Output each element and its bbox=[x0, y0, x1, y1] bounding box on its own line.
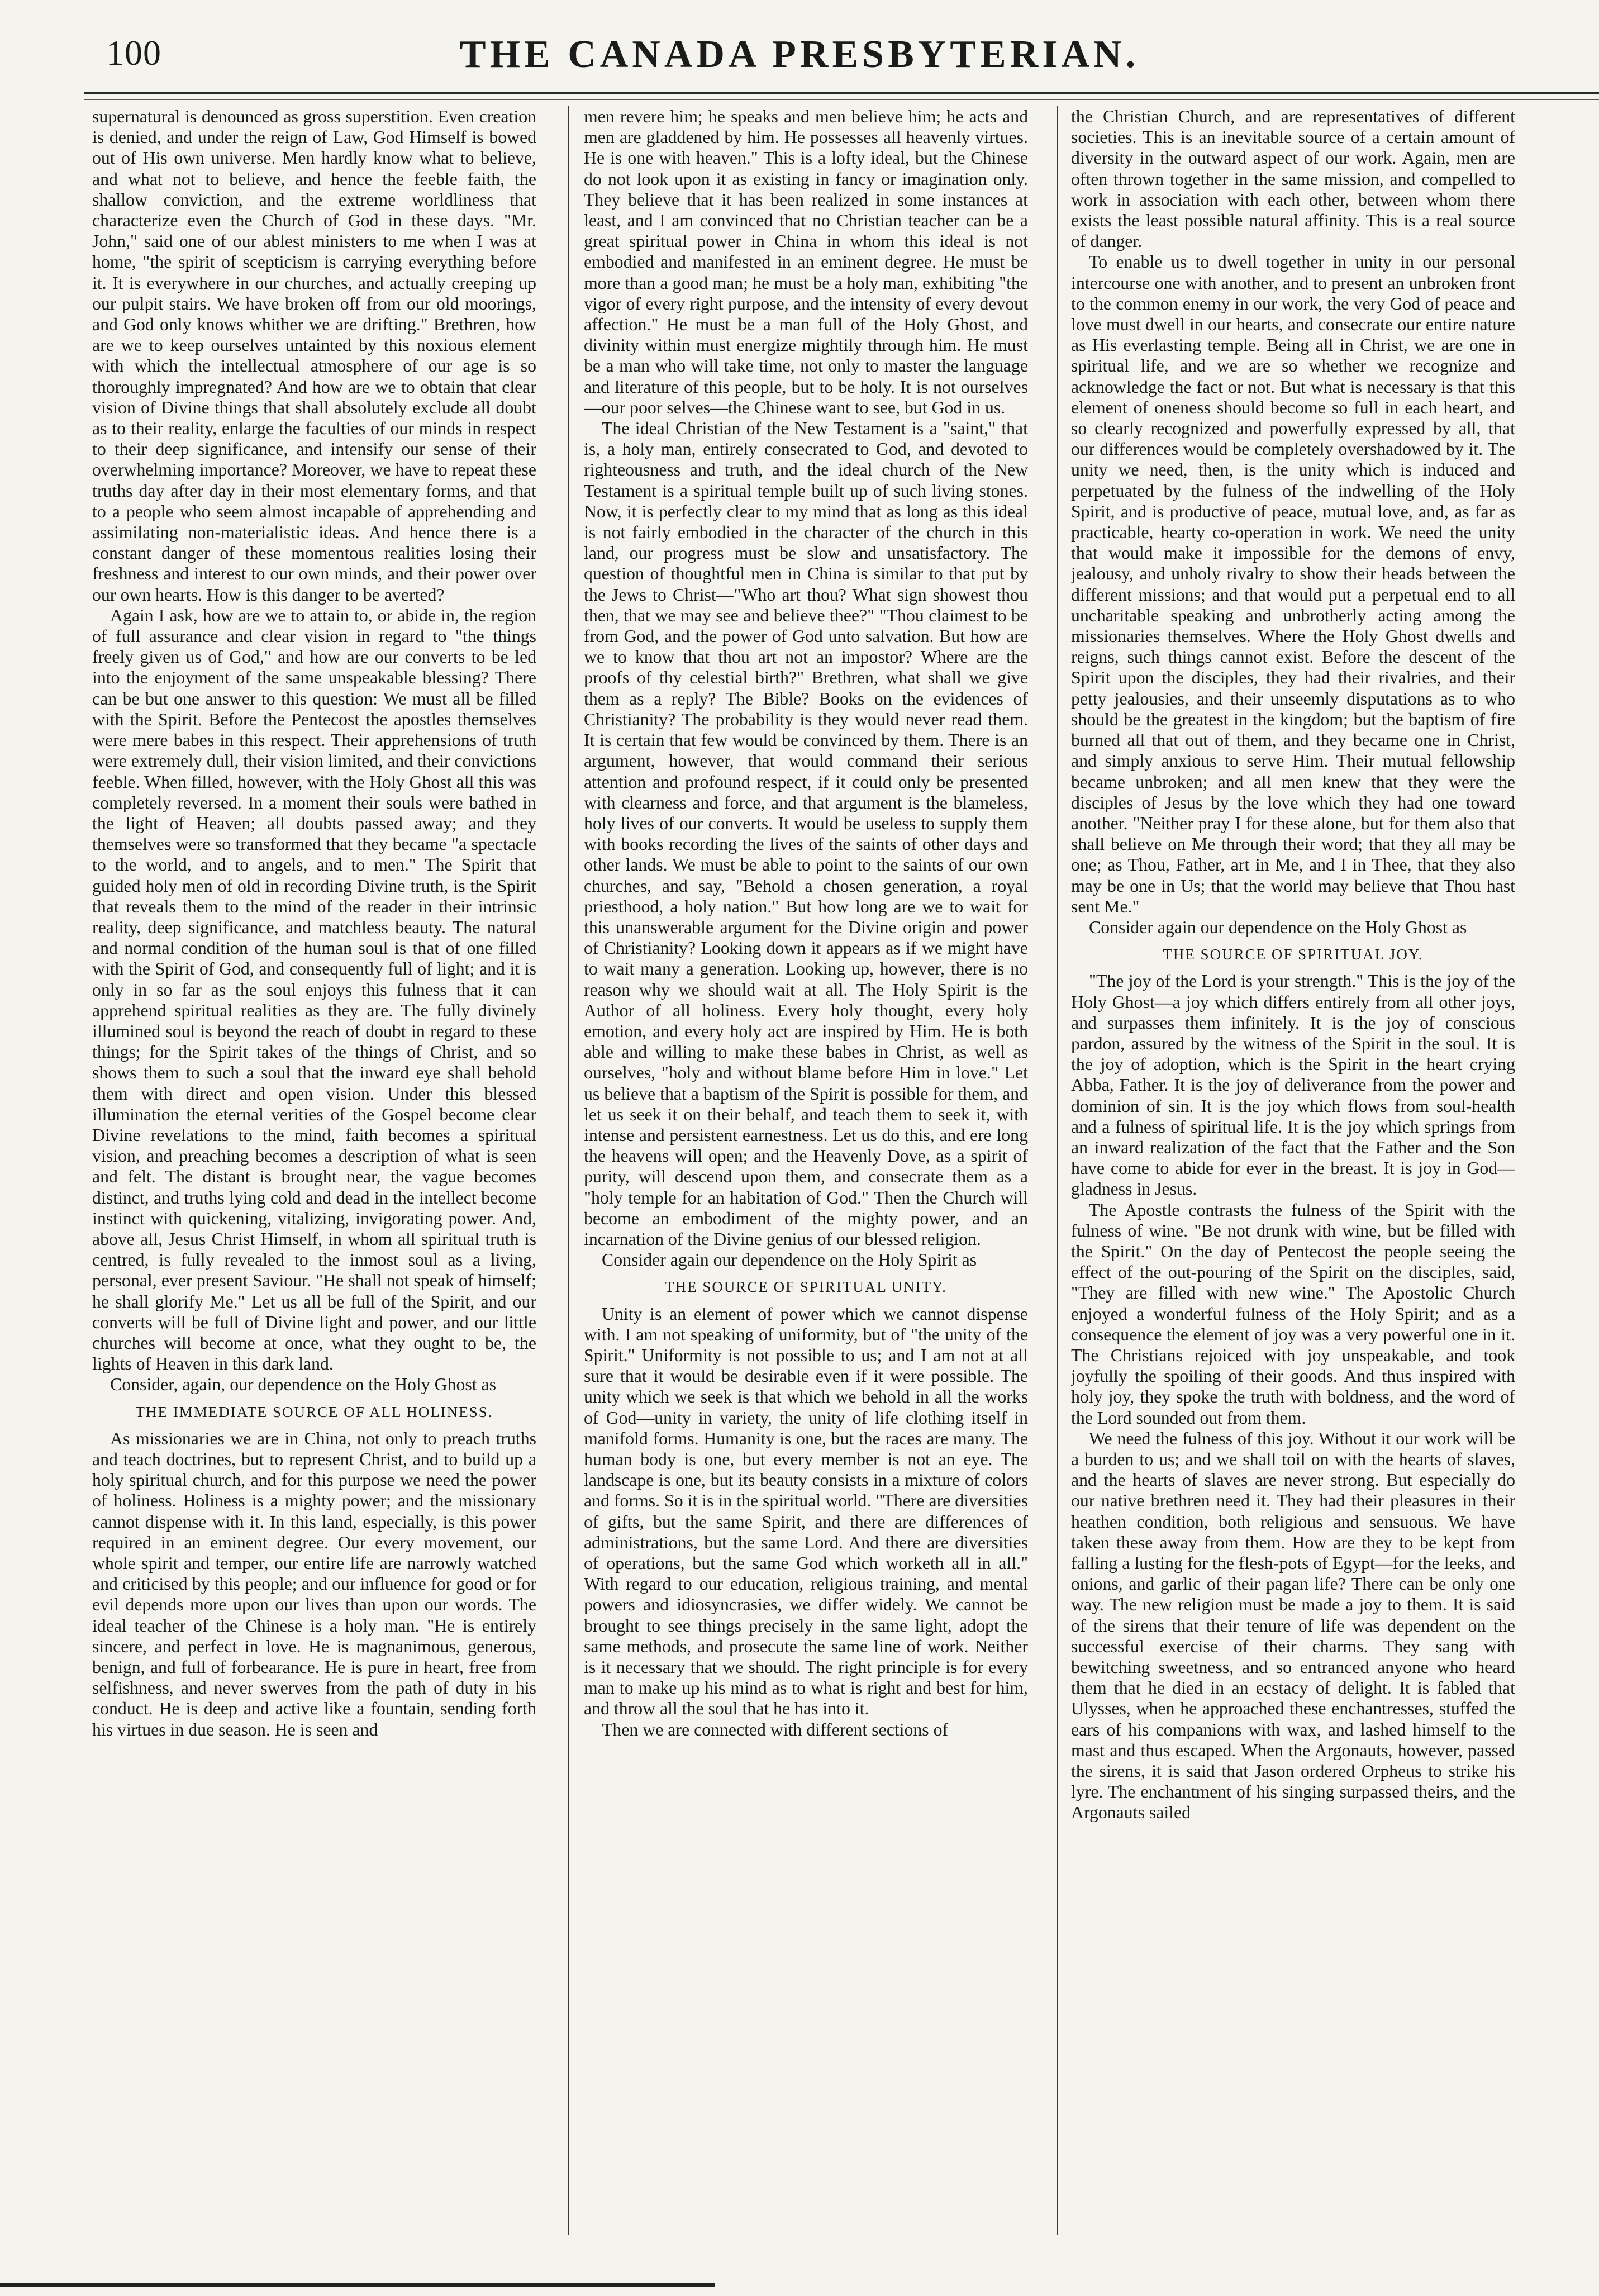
paragraph: To enable us to dwell together in unity in our personal intercourse one with another, and to present an unbroken front to the common enemy in our work, the very God of peace and love must dwell in our hearts, and consecrate our entire nature as His everlasting temple. Being all in Christ, we are one in spiritual life, and we are so whether we recognize and acknowledge the fact or not. But what is necessary is that this element of oneness should become so full in each heart, and so clearly recognized and powerfully expressed by all, that our differences would be completely overshadowed by it. The unity we need, then, is the unity which is induced and perpetuated by the fulness of the indwelling of the Holy Spirit, and is productive of peace, mutual love, and, as far as practicable, hearty co-operation in work. We need the unity that would make it impossible for the demons of envy, jealousy, and unholy rivalry to show their heads between the different missions; and that would put a perpetual end to all uncharitable speaking and unbrotherly acting among the missionaries themselves. Where the Holy Ghost dwells and reigns, such things cannot exist. Before the descent of the Spirit upon the disciples, they had their rivalries, and their petty jealousies, and their unseemly disputations as to who should be the greatest in the kingdom; but the baptism of fire burned all that out of them, and they became one in Christ, and simply anxious to serve Him. Their mutual fellowship became unbroken; and all men knew that they were the disciples of Jesus by the love which they had one toward another. "Neither pray I for these alone, but for them also that shall believe on Me through their word; that they all may be one; as Thou, Father, art in Me, and I in Thee, that they also may be one in Us; that the world may believe that Thou hast sent Me." bbox=[1071, 252, 1515, 916]
section-lead: Consider, again, our dependence on the Holy Ghost as bbox=[110, 1375, 497, 1395]
column-1 bbox=[92, 106, 536, 2235]
header-rule-thin bbox=[84, 99, 1599, 100]
page-title: THE CANADA PRESBYTERIAN. bbox=[459, 33, 1140, 76]
footer-rule bbox=[0, 2283, 715, 2287]
paragraph: "The joy of the Lord is your strength." This is the joy of the Holy Ghost—a joy which differs entirely from all other joys, and surpasses them infinitely. It is the joy of conscious pardon, assured by the witness of the Spirit in the soul. It is the joy of adoption, which is the Spirit in the heart crying Abba, Father. It is the joy of deliverance from the power and dominion of sin. It is the joy which flows from soul-health and a fulness of spiritual life. It is the joy which springs from an inward realization of the fact that the Father and the Son have come to abide for ever in the breast. It is joy in God—gladness in Jesus. bbox=[1071, 971, 1515, 1199]
page-number: 100 bbox=[106, 33, 161, 73]
section-heading: THE IMMEDIATE SOURCE OF ALL HOLINESS. bbox=[135, 1403, 493, 1420]
section-heading: THE SOURCE OF SPIRITUAL JOY. bbox=[1163, 946, 1424, 963]
section-heading: THE SOURCE OF SPIRITUAL UNITY. bbox=[665, 1278, 947, 1296]
section-lead: Consider again our dependence on the Holy Ghost as bbox=[1089, 917, 1467, 937]
column-3 bbox=[1071, 106, 1515, 2235]
section-lead: Consider again our dependence on the Holy Spirit as bbox=[602, 1250, 977, 1270]
column-2 bbox=[584, 106, 1028, 2235]
paragraph: We need the fulness of this joy. Without it our work will be a burden to us; and we shall toil on with the hearts of slaves, and the hearts of slaves are never strong. But especially do our native brethren need it. They had their pleasures in their heathen condition, both religious and sensuous. We have taken these away from them. How are they to be kept from falling a lusting for the flesh-pots of Egypt—for the leeks, and onions, and garlic of their pagan life? There can be only one way. The new religion must be made a joy to them. It is said of the sirens that their tenure of life was dependent on the successful exercise of their charms. They sang with bewitching sweetness, and so entranced anyone who heard them that he died in an ecstacy of delight. It is fabled that Ulysses, when he approached these enchantresses, stuffed the ears of his companions with wax, and lashed himself to the mast and thus escaped. When the Argonauts, however, passed the sirens, it is said that Jason ordered Orpheus to strike his lyre. The enchantment of his singing surpassed theirs, and the Argonauts sailed bbox=[1071, 1428, 1515, 1823]
paragraph: the Christian Church, and are representatives of different societies. This is an inevitable source of a certain amount of diversity in the outward aspect of our work. Again, men are often thrown together in the same mission, and compelled to work in association with each other, between whom there exists the least possible natural affinity. This is a real source of danger. bbox=[1071, 107, 1515, 251]
column-divider bbox=[1057, 106, 1058, 2235]
paragraph: Unity is an element of power which we cannot dispense with. I am not speaking of uniformity, but of "the unity of the Spirit." Uniformity is not possible to us; and I am not at all sure that it would be desirable even if it were possible. The unity which we seek is that which we behold in all the works of God—unity in variety, the unity of life clothing itself in manifold forms. Humanity is one, but the races are many. The human body is one, but every member is not an eye. The landscape is one, but its beauty consists in a mixture of colors and forms. So it is in the spiritual world. "There are diversities of gifts, but the same Spirit, and there are differences of administrations, but the same Lord. And there are diversities of operations, but the same God which worketh all in all." With regard to our education, religious training, and mental powers and idiosyncrasies, we differ widely. We cannot be brought to see things precisely in the same light, adopt the same methods, and prosecute the same line of work. Neither is it necessary that we should. The right principle is for every man to make up his mind as to what is right and best for him, and throw all the soul that he has into it. bbox=[584, 1304, 1028, 1719]
paragraph: Then we are connected with different sections of bbox=[602, 1719, 949, 1739]
paragraph: Again I ask, how are we to attain to, or abide in, the region of full assurance and clear vision in regard to "the things freely given us of God," and how are our converts to be led into the enjoyment of the same unspeakable blessing? There can be but one answer to this question: We must all be filled with the Spirit. Before the Pentecost the apostles themselves were mere babes in this respect. Their apprehensions of truth were extremely dull, their vision limited, and their convictions feeble. When filled, however, with the Holy Ghost all this was completely reversed. In a moment their souls were bathed in the light of Heaven; all doubts passed away; and they themselves were so transformed that they became "a spectacle to the world, and to angels, and to men." The Spirit that guided holy men of old in recording Divine truth, is the Spirit that reveals them to the mind of the reader in their intrinsic reality, deep significance, and matchless beauty. The natural and normal condition of the human soul is that of one filled with the Spirit of God, and consequently full of light; and it is only in so far as the soul enjoys this fulness that it can apprehend spiritual realities as they are. The fully divinely illumined soul is beyond the reach of doubt in regard to these things; for the Spirit takes of the things of Christ, and so shows them to such a soul that the inward eye shall behold them with direct and open vision. Under this blessed illumination the eternal verities of the Gospel become clear Divine revelations to the mind, faith becomes a spiritual vision, and preaching becomes a description of what is seen and felt. The distant is brought near, the vague becomes distinct, and truths lying cold and dead in the intellect become instinct with quickening, vitalizing, invigorating power. And, above all, Jesus Christ Himself, in whom all spiritual truth is centred, is fully revealed to the inmost soul as a living, personal, ever present Saviour. "He shall not speak of himself; he shall glorify Me." Let us all be full of the Spirit, and our converts will be full of Divine light and power, and our little churches will become at once, what they ought to be, the lights of Heaven in this dark land. bbox=[92, 605, 536, 1374]
paragraph: As missionaries we are in China, not only to preach truths and teach doctrines, but to represent Christ, and to build up a holy spiritual church, and for this purpose we need the power of holiness. Holiness is a mighty power; and the missionary cannot dispense with it. In this land, especially, is this power required in an eminent degree. Our every movement, our whole spirit and temper, our entire life are narrowly watched and criticised by this people; and our influence for good or for evil depends more upon our lives than upon our words. The ideal teacher of the Chinese is a holy man. "He is entirely sincere, and perfect in love. He is magnanimous, generous, benign, and full of forbearance. He is pure in heart, free from selfishness, and never swerves from the path of duty in his conduct. He is deep and active like a fountain, sending forth his virtues in due season. He is seen and bbox=[92, 1428, 536, 1739]
header-rule bbox=[84, 92, 1599, 94]
paragraph: supernatural is denounced as gross superstition. Even creation is denied, and under the reign of Law, God Himself is bowed out of His own universe. Men hardly know what to believe, and what not to believe, and hence the feeble faith, the shallow conviction, and the extreme worldliness that characterize even the Church of God in these days. "Mr. John," said one of our ablest ministers to me when I was at home, "the spirit of scepticism is carrying everything before it. It is everywhere in our churches, and actually creeping up our pulpit stairs. We have broken off from our old moorings, and God only knows whither we are drifting." Brethren, how are we to keep ourselves untainted by this noxious element with which the intellectual atmosphere of our age is so thoroughly impregnated? And how are we to obtain that clear vision of Divine things that shall absolutely exclude all doubt as to their reality, enlarge the faculties of our minds in respect to their deep significance, and intensify our sense of their overwhelming importance? Moreover, we have to repeat these truths day after day in their most elementary forms, and that to a people who seem almost incapable of apprehending and assimilating non-materialistic ideas. And hence there is a constant danger of these momentous realities losing their freshness and interest to our own minds, and their power over our own hearts. How is this danger to be averted? bbox=[92, 107, 536, 605]
paragraph: The ideal Christian of the New Testament is a "saint," that is, a holy man, entirely consecrated to God, and devoted to righteousness and truth, and the ideal church of the New Testament is a spiritual temple built up of such living stones. Now, it is perfectly clear to my mind that as long as this ideal is not fairly embodied in the character of the church in this land, our progress must be slow and unsatisfactory. The question of thoughtful men in China is similar to that put by the Jews to Christ—"Who art thou? What sign showest thou then, that we may see and believe thee?" "Thou claimest to be from God, and the power of God unto salvation. But how are we to know that thou art not an impostor? Where are the proofs of thy celestial birth?" Brethren, what shall we give them as a reply? The Bible? Books on the evidences of Christianity? The probability is they would never read them. It is certain that few would be convinced by them. There is an argument, however, that would command their serious attention and profound respect, if it could only be presented with clearness and force, and that argument is the blameless, holy lives of our converts. It would be useless to supply them with books recording the lives of the saints of other days and other lands. We must be able to point to the saints of our own churches, and say, "Behold a chosen generation, a royal priesthood, a holy nation." But how long are we to wait for this unanswerable argument for the Divine origin and power of Christianity? Looking down it appears as if we might have to wait many a generation. Looking up, however, there is no reason why we should wait at all. The Holy Spirit is the Author of all holiness. Every holy thought, every holy emotion, and every holy act are inspired by Him. He is both able and willing to make these babes in Christ, as well as ourselves, "holy and without blame before Him in love." Let us believe that a baptism of the Spirit is possible for them, and let us seek it on their behalf, and teach them to seek it, with intense and persistent earnestness. Let us do this, and ere long the heavens will open; and the Heavenly Dove, as a spirit of purity, will descend upon them, and consecrate them as a "holy temple for an habitation of God." Then the Church will become an embodiment of the mighty power, and an incarnation of the Divine genius of our blessed religion. bbox=[584, 419, 1028, 1249]
paragraph: men revere him; he speaks and men believe him; he acts and men are gladdened by him. He possesses all heavenly virtues. He is one with heaven." This is a lofty ideal, but the Chinese do not look upon it as existing in fancy or imagination only. They believe that it has been realized in some instances at least, and I am convinced that no Christian teacher can be a great spiritual power in China in whom this ideal is not embodied and manifested in an eminent degree. He must be more than a good man; he must be a holy man, exhibiting "the vigor of every right purpose, and the intensity of every devout affection." He must be a man full of the Holy Ghost, and divinity within must energize mightily through him. He must be a man who will take time, not only to master the language and literature of this people, but to be holy. It is not ourselves—our poor selves—the Chinese want to see, but God in us. bbox=[584, 107, 1028, 417]
paragraph: The Apostle contrasts the fulness of the Spirit with the fulness of wine. "Be not drunk with wine, but be filled with the Spirit." On the day of Pentecost the people seeing the effect of the out-pouring of the Spirit on the disciples, said, "They are filled with new wine." The Apostolic Church enjoyed a wonderful fulness of the Holy Spirit; and as a consequence the element of joy was a very powerful one in it. The Christians rejoiced with joy unspeakable, and took joyfully the spoiling of their goods. And thus inspired with holy joy, they spoke the truth with boldness, and the word of the Lord sounded out from them. bbox=[1071, 1200, 1515, 1428]
column-divider bbox=[568, 106, 569, 2235]
